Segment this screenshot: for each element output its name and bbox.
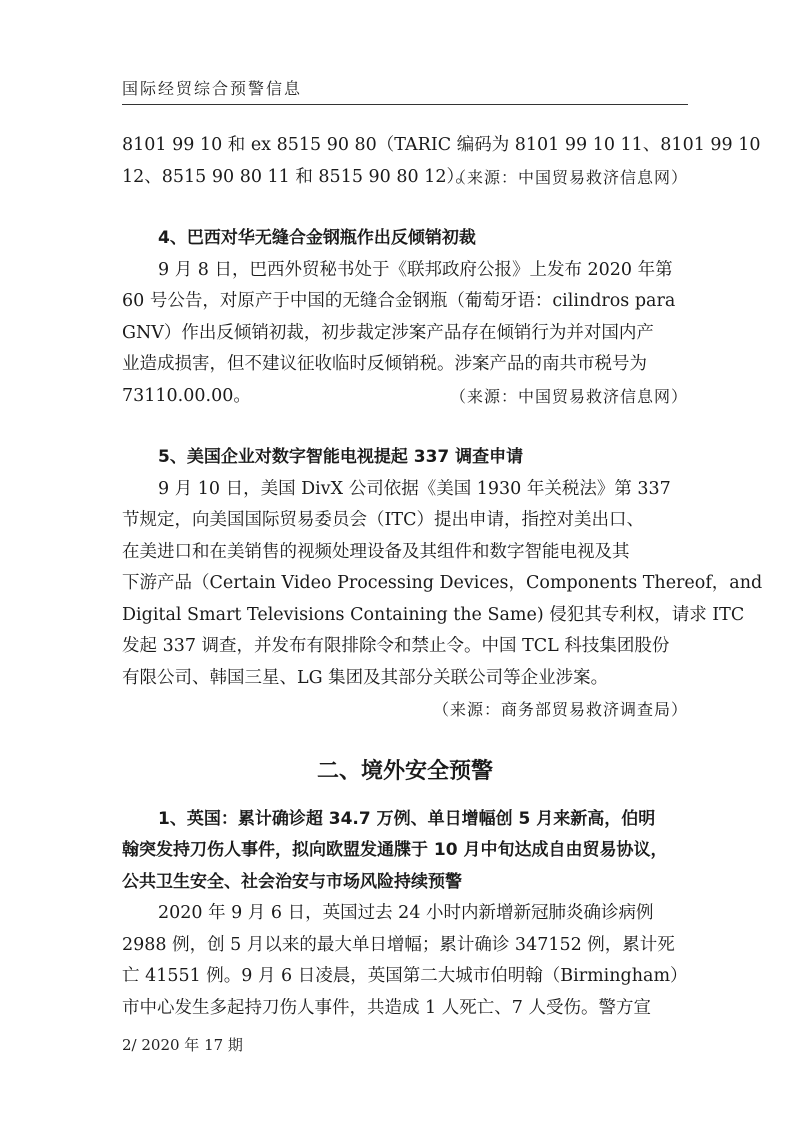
item-4-heading: 4、巴西对华无缝合金钢瓶作出反倾销初裁	[158, 228, 476, 248]
text-line: 亡 41551 例。9 月 6 日凌晨，英国第二大城市伯明翰（Birmingham）	[122, 966, 688, 986]
text-line: 2020 年 9 月 6 日，英国过去 24 小时内新增新冠肺炎确诊病例	[158, 903, 654, 923]
content	[122, 130, 763, 1024]
text-line: 60 号公告，对原产于中国的无缝合金钢瓶（葡萄牙语：cilindros para	[122, 291, 676, 311]
text-line: 73110.00.00。	[122, 385, 251, 406]
text-line: 8101 99 10 和 ex 8515 90 80（TARIC 编码为 8101 99 10 11、8101 99 10	[122, 135, 761, 155]
text-line: 2988 例，创 5 月以来的最大单日增幅；累计确诊 347152 例，累计死	[122, 934, 675, 955]
text-line: 下游产品（Certain Video Processing Devices，Components Thereof，and	[122, 573, 763, 593]
item-5-heading: 5、美国企业对数字智能电视提起 337 调查申请	[158, 447, 524, 467]
text-line: 9 月 10 日，美国 DivX 公司依据《美国 1930 年关税法》第 337	[158, 478, 671, 499]
text-line: 市中心发生多起持刀伤人事件，共造成 1 人死亡、7 人受伤。警方宣	[122, 997, 651, 1018]
heading-line: 1、英国：累计确诊超 34.7 万例、单日增幅创 5 月来新高，伯明	[158, 808, 656, 829]
heading-line: 翰突发持刀伤人事件，拟向欧盟发通牒于 10 月中旬达成自由贸易协议，	[122, 840, 668, 860]
running-header: 国际经贸综合预警信息	[122, 79, 303, 98]
item-5-paragraph	[122, 474, 763, 695]
source-note: （来源：中国贸易救济信息网）	[449, 386, 688, 406]
section-2-item-1-paragraph	[122, 898, 688, 1024]
text-line: 业造成损害，但不建议征收临时反倾销税。涉案产品的南共市税号为	[122, 354, 647, 374]
source-note: （来源：商务部贸易救济调查局）	[432, 700, 688, 719]
text-line: 在美进口和在美销售的视频处理设备及其组件和数字智能电视及其	[122, 541, 630, 562]
text-line: 有限公司、韩国三星、LG 集团及其部分关联公司等企业涉案。	[122, 667, 609, 688]
text-line: 12、8515 90 80 11 和 8515 90 80 12）。	[122, 166, 473, 187]
source-note: （来源：中国贸易救济信息网）	[449, 167, 688, 187]
page-footer: 2/ 2020 年 17 期	[122, 1036, 243, 1054]
heading-line: 公共卫生安全、社会治安与市场风险持续预警	[122, 871, 462, 892]
text-line: GNV）作出反倾销初裁，初步裁定涉案产品存在倾销行为并对国内产	[122, 322, 654, 343]
text-line: Digital Smart Televisions Containing the Same) 侵犯其专利权，请求 ITC	[122, 604, 745, 625]
section-title: 二、境外安全预警	[316, 758, 493, 784]
header-rule	[122, 104, 688, 105]
text-line: 发起 337 调查，并发布有限排除令和禁止令。中国 TCL 科技集团股份	[122, 636, 670, 656]
section-2-item-1-heading	[122, 804, 688, 899]
text-line: 节规定，向美国国际贸易委员会（ITC）提出申请，指控对美出口、	[122, 510, 644, 530]
text-line: 9 月 8 日，巴西外贸秘书处于《联邦政府公报》上发布 2020 年第	[158, 259, 673, 280]
